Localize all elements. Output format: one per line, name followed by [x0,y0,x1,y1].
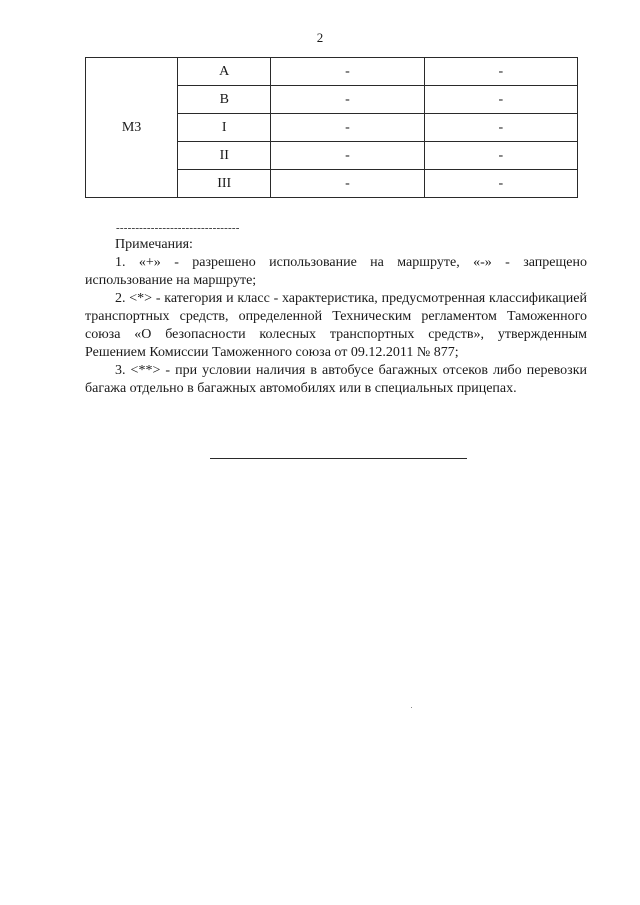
note-item: 2. <*> - категория и класс - характеристика, предусмотренная классификацией транспортных средств, определенной Техническим регламентом Таможенного союза «О безопасности колесных транспортных средств», утвержденным Решением Комиссии Таможенного союза от 09.12.2011 № 877; [85,291,587,360]
footnote-separator: -------------------------------- [116,222,240,234]
permission-cell: - [271,170,424,198]
permission-cell: - [424,142,577,170]
permission-cell: - [424,170,577,198]
permission-cell: - [271,142,424,170]
vehicle-class-cell: B [178,86,271,114]
note-item: 1. «+» - разрешено использование на маршруте, «-» - запрещено использование на маршруте; [85,255,587,288]
notes-section [85,236,587,398]
end-divider [210,458,467,459]
vehicle-class-cell: A [178,58,271,86]
vehicle-category-table [85,57,578,198]
table-row [86,58,578,86]
scan-speck [411,707,412,708]
vehicle-class-cell: II [178,142,271,170]
permission-cell: - [424,86,577,114]
vehicle-class-cell: III [178,170,271,198]
permission-cell: - [424,114,577,142]
vehicle-category-cell: M3 [86,58,178,198]
note-item: 3. <**> - при условии наличия в автобусе багажных отсеков либо перевозки багажа отдельно в багажных автомобилях или в специальных прицепах. [85,363,587,396]
page-number: 2 [316,30,324,45]
vehicle-class-cell: I [178,114,271,142]
permission-cell: - [424,58,577,86]
permission-cell: - [271,114,424,142]
permission-cell: - [271,86,424,114]
notes-heading: Примечания: [115,237,193,252]
permission-cell: - [271,58,424,86]
